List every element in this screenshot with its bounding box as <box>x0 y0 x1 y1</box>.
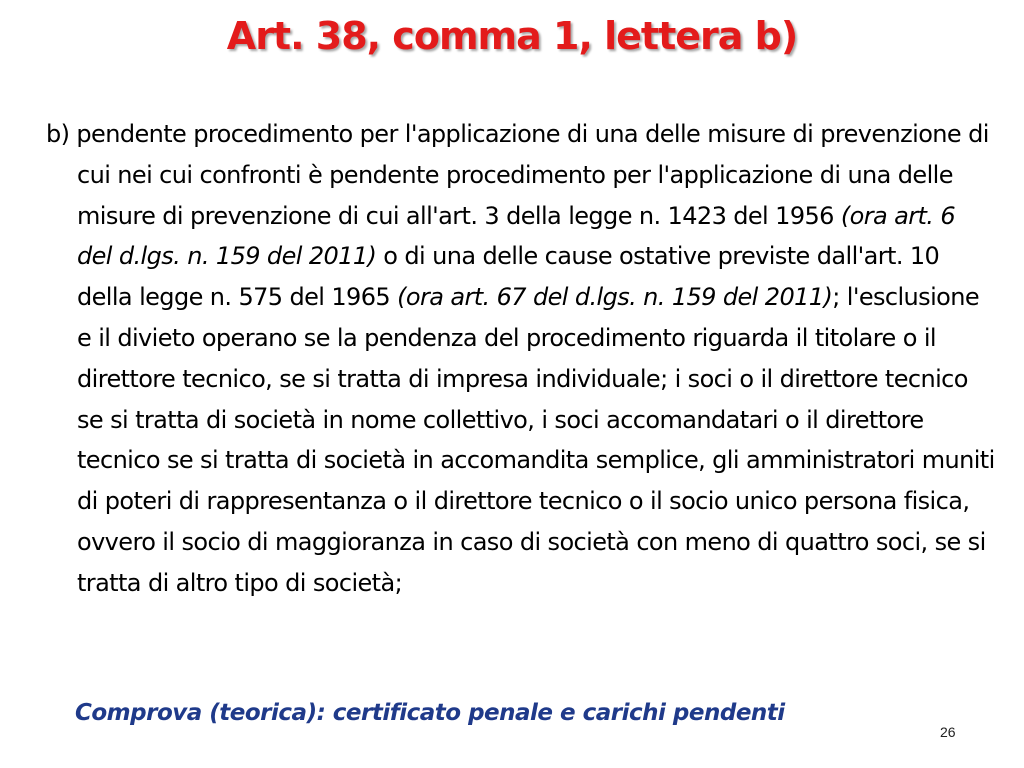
body-italic-reference-2: (ora art. 67 del d.lgs. n. 159 del 2011) <box>397 283 833 312</box>
page-number: 26 <box>940 724 956 740</box>
body-text-part-3: ; l'esclusione e il divieto operano se la pendenza del procedimento riguarda il titolare o il direttore tecnico, se si tratta di impresa individuale; i soci o il direttore tecnico se si tratta di società in nome collettivo, i soci accomandatari o il direttore tecnico se si tratta di società in accomandita semplice, gli amministratori muniti di poteri di rappresentanza o il direttore tecnico o il socio unico persona fisica, ovvero il socio di maggioranza in caso di società con meno di quattro soci, se si tratta di altro tipo di società; <box>77 283 995 597</box>
body-paragraph <box>46 114 996 604</box>
body-text-part-1: b) pendente procedimento per l'applicazione di una delle misure di prevenzione di cui nei cui confronti è pendente procedimento per l'applicazione di una delle misure di prevenzione di cui all'art. 3 della legge n. 1423 del 1956 <box>46 120 989 230</box>
footer-note: Comprova (teorica): certificato penale e carichi pendenti <box>75 700 785 726</box>
body-text-part-2: o di una delle cause ostative previste dall'art. 10 della legge n. 575 del 1965 <box>77 242 940 312</box>
slide-title: Art. 38, comma 1, lettera b) <box>226 14 798 58</box>
body-italic-reference-1: (ora art. 6 del d.lgs. n. 159 del 2011) <box>77 201 956 271</box>
